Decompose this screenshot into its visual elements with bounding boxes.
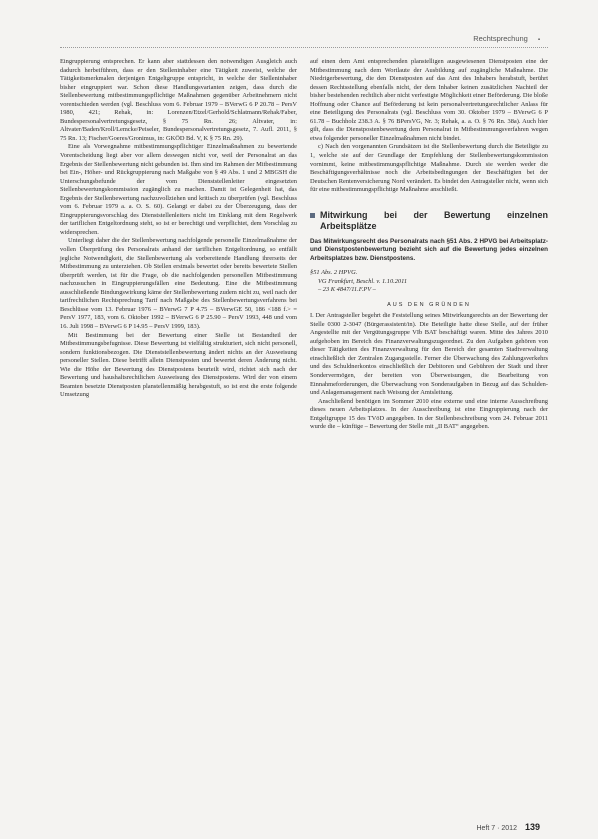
paragraph: Mit Bestimmung bei der Bewertung einer Stelle ist Bestandteil der Mitbestimmungsbefugnisse. Diese Bewertung ist vielfältig strukturiert, sich nicht personell, sondern funktionsbezogen. Die Dienststellenbewertung ändert nichts an der Ausweisung personeller Stellen. Diese betrifft allein Dienstposten und bewertet deren Änderung nicht. Wie die Höhe der Bewertung des Dienstpostens beurteilt wird, richtet sich nach der Bewertung und haushaltsrechtlichen Ausweisung des Dienstpostens. Wird der von einem Beamten besetzte Dienstposten planstellenmäßig herabgestuft, so ist erst die erste folgende Umsetzung (60, 331, 297, 399)
citation-docket: – 23 K 4847/11.F.PV – (318, 286, 376, 294)
section-marker-icon: ▪ (537, 37, 540, 43)
paragraph: auf einen dem Amt entsprechenden planstelligen ausgewiesenen Dienstposten eine der Mitbestimmung nach dem Wortlaute der Ausbildung auf zugängliche Maßnahme. Die Niedrigerbewertung, die den Dienstposten auf das Amt des Inhabers herabstuft, berührt dessen Rechtsstellung ebenfalls nicht, der dem Inhaber keinen zusätzlichen Nachteil der bisher bestehenden rechtlich aber nicht verfestigte Möglichkeit einer Beförderung. Die bloße Hoffnung oder Chance auf Beförderung ist kein personalvertretungsrechtlicher Anlass für eine Beteiligung des Personalrats (vgl. Beschluss vom 30. Oktober 1979 – BVerwG 6 P 61.78 – Buchholz 238.3 A. § 76 BPersVG, Nr. 3; Rehak, a. a. O. § 76 Rn. 38a). Auch hier gilt, dass die Dienstpostenbewertung dem Personalrat in Mitbestimmungsverfahren wegen etwa folgender personeller Einzelmaßnahmen nicht bindet. (310, 58, 548, 142)
section-label (473, 34, 540, 43)
paragraph: I. Der Antragsteller begehrt die Feststellung seines Mitwirkungsrechts an der Bewertung der Stelle 0300 2-3047 (Bürgerassistent/in). Die Beteiligte hatte diese Stelle, auf der früher Angestellte mit der Vergütungsgruppe VIb BAT beschäftigt waren. Mitte des Jahres 2010 aufgehoben im Bereich des Finanzverwaltungszugeordnet. Zu den Aufgaben gehören von dieser Tätigkeiten des Finanzverwaltung für den Bereich der gesamten Stadtverwaltung einschließlich der Zentralen Zugangsstelle. Ferner die Überwachung des Zahlungsverkehrs und des Schuldnerkontos einschließlich der Debitoren und Gebühren der Stadt und ihrer Sondervermögen, der bereiten von Überweisungen, die Bearbeitung von Einnahmeforderungen, die Überwachung von Sonderaufgaben in Bezug auf das Schulden- und Anlagemanagement nach Weisung der Amtsleitung. (310, 312, 548, 397)
paragraph: Anschließend benötigen im Sommer 2010 eine externe und eine interne Ausschreibung dieses neuen Arbeitsplatzes. In der Ausschreibung ist eine Eingruppierung nach der Entgeltgruppe 15 des TVöD angegeben. In der Stellenbeschreibung vom 24. Februar 2011 wurde die – künftige – Bewertung der Stelle mit „II BAT“ angegeben. (310, 397, 548, 431)
citation-block (310, 269, 548, 295)
page-header (0, 0, 598, 43)
page-footer (477, 822, 541, 832)
citation-law: §51 Abs. 2 HPVG. (310, 268, 358, 276)
headnote: Das Mitwirkungsrecht des Personalrats nach §51 Abs. 2 HPVG bei Arbeitsplatz- und Dienstpostenbewertung bezieht sich auf die Bewertung jedes einzelnen Arbeitsplatzes bzw. Dienstpostens. (310, 237, 548, 262)
paragraph: Unterliegt daher die der Stellenbewertung nachfolgende personelle Einzelmaßnahme der vollen Überprüfung des Personalrats anhand der tariflichen Entgeltordnung, so entfällt jegliche Notwendigkeit, die Stellenbewertung als vorbereitende Handlung ihrerseits der Mitbestimmung zu unterziehen. Ob Stellen erstmals bewertet oder bereits bewertete Stellen überprüft werden, ist für die Frage, ob die nachfolgenden personellen Mitbestimmung nachzusuchen in Eingruppierungsfällen eine Bedeutung. Eine die Mitbestimmung ausschließende Bindungswirkung käme der Stellenbewertung zudem nicht zu, weil nach der tarifrechtlichen Rechtsprechung Tarif nach Maßgabe des Stellenbewertungsverfahrens bei Beschlüsse vom 13. Februar 1976 – BVerwG 7 P 4.75 – BVerwGE 50, 186 <188 f.> = PersV 1977, 183, vom 6. Oktober 1992 – BVerwG 6 P 25.90 – PersV 1993, 448 und vom 16. Juli 1998 – BVerwG 6 P 14.95 – PersV 1999, 183). (60, 237, 297, 330)
heading-square-icon (310, 213, 315, 218)
paragraph: Eingruppierung entsprechen. Er kann aber stattdessen den notwendigen Ausgleich auch dadurch herbeiführen, dass er den Stelleninhaber eine Tätigkeit zuweist, welche der Tätigkeitsmerkmalen derjenigen Entgeltgruppe entspricht, in welche der Stelleninhaber bisher eingruppiert war. Schon diese Handlungsvarianten zeigen, dass durch die Stellenbewertung mitbestimmungspflichtige Maßnahmen gegenüber Arbeitnehmern nicht vorentschieden werden (vgl. Beschluss vom 6. Februar 1979 – BVerwG 6 P 20.78 – PersV 1980, 421; Rehak, in: Lorenzen/Etzel/Gerhold/Schlatmann/Rehak/Faber, Bundespersonalvertretungsgesetz, § 75 Rn. 26; Altvater, in: Altvater/Baden/Kroll/Lemcke/Peiseler, Bundespersonalvertretungsgesetz, 7. Aufl. 2011, § 75 Rn. 13; Fischer/Goeres/Gronimus, in: GKÖD Bd. V, K § 75 Rn. 29). (60, 58, 297, 142)
section-heading-text: Mitwirkung bei der Bewertung einzelnen Arbeitsplätze (320, 209, 548, 231)
right-column (310, 58, 548, 432)
section-heading (310, 210, 548, 232)
page-number: 139 (524, 822, 540, 832)
header-rule (60, 47, 548, 48)
issue-label: Heft 7 · 2012 (476, 825, 517, 832)
grounds-label: AUS DEN GRÜNDEN (387, 301, 471, 308)
section-title: Rechtsprechung (473, 34, 528, 43)
citation-court: VG Frankfurt, Beschl. v. 1.10.2011 (318, 277, 408, 285)
left-column (60, 58, 297, 400)
paragraph: Eine als Vorwegnahme mitbestimmungspflichtiger Einzelmaßnahmen zu bewertende Vorentscheidung liegt aber vor allem deswegen nicht vor, weil der Personalrat an das Ergebnis der Stellenbewertung nicht gebunden ist. Ihm sind im Rahmen der Mitbestimmung bei Ein-, Höher- und Rückgruppierung nach Maßgabe von § 49 Abs. 1 und 2 MBGSH die Unterschungsbefunde der vom Dienststellenleiter eingesetzten Stellenbewertungskommission zugänglich zu machen. Damit ist Gelegenheit hat, das Ergebnis der Stellenbewertung nachzuvollziehen und kritisch zu überprüfen (vgl. Beschluss vom 6. Februar 1979 a. a. O. S. 60). Gelangt er dabei zu der Überzeugung, dass der Eingruppierungsvorschlag des Dienststellenleiters nicht im Einklang mit dem Regelwerk der tariflichen Entgeltordnung steht, so ist er berechtigt und verpflichtet, dem Vorschlag zu widersprechen. (60, 143, 297, 236)
paragraph: c) Nach den vorgenannten Grundsätzen ist die Stellenbewertung durch die Beteiligte zu 1, welche sie auf der Grundlage der Empfehlung der Stellenbewertungskommission vornimmt, keine mitbestimmungspflichtige Maßnahme. Durch sie werden weder die Beschäftigungsverhältnisse noch die Arbeitsbedingungen der Beschäftigten bei der Deutschen Rentenversicherung Nord verändert. Es bindet den Antragsteller nicht, wenn sich für eine mitbestimmungspflichtige Maßnahme anschließt. (310, 143, 548, 194)
